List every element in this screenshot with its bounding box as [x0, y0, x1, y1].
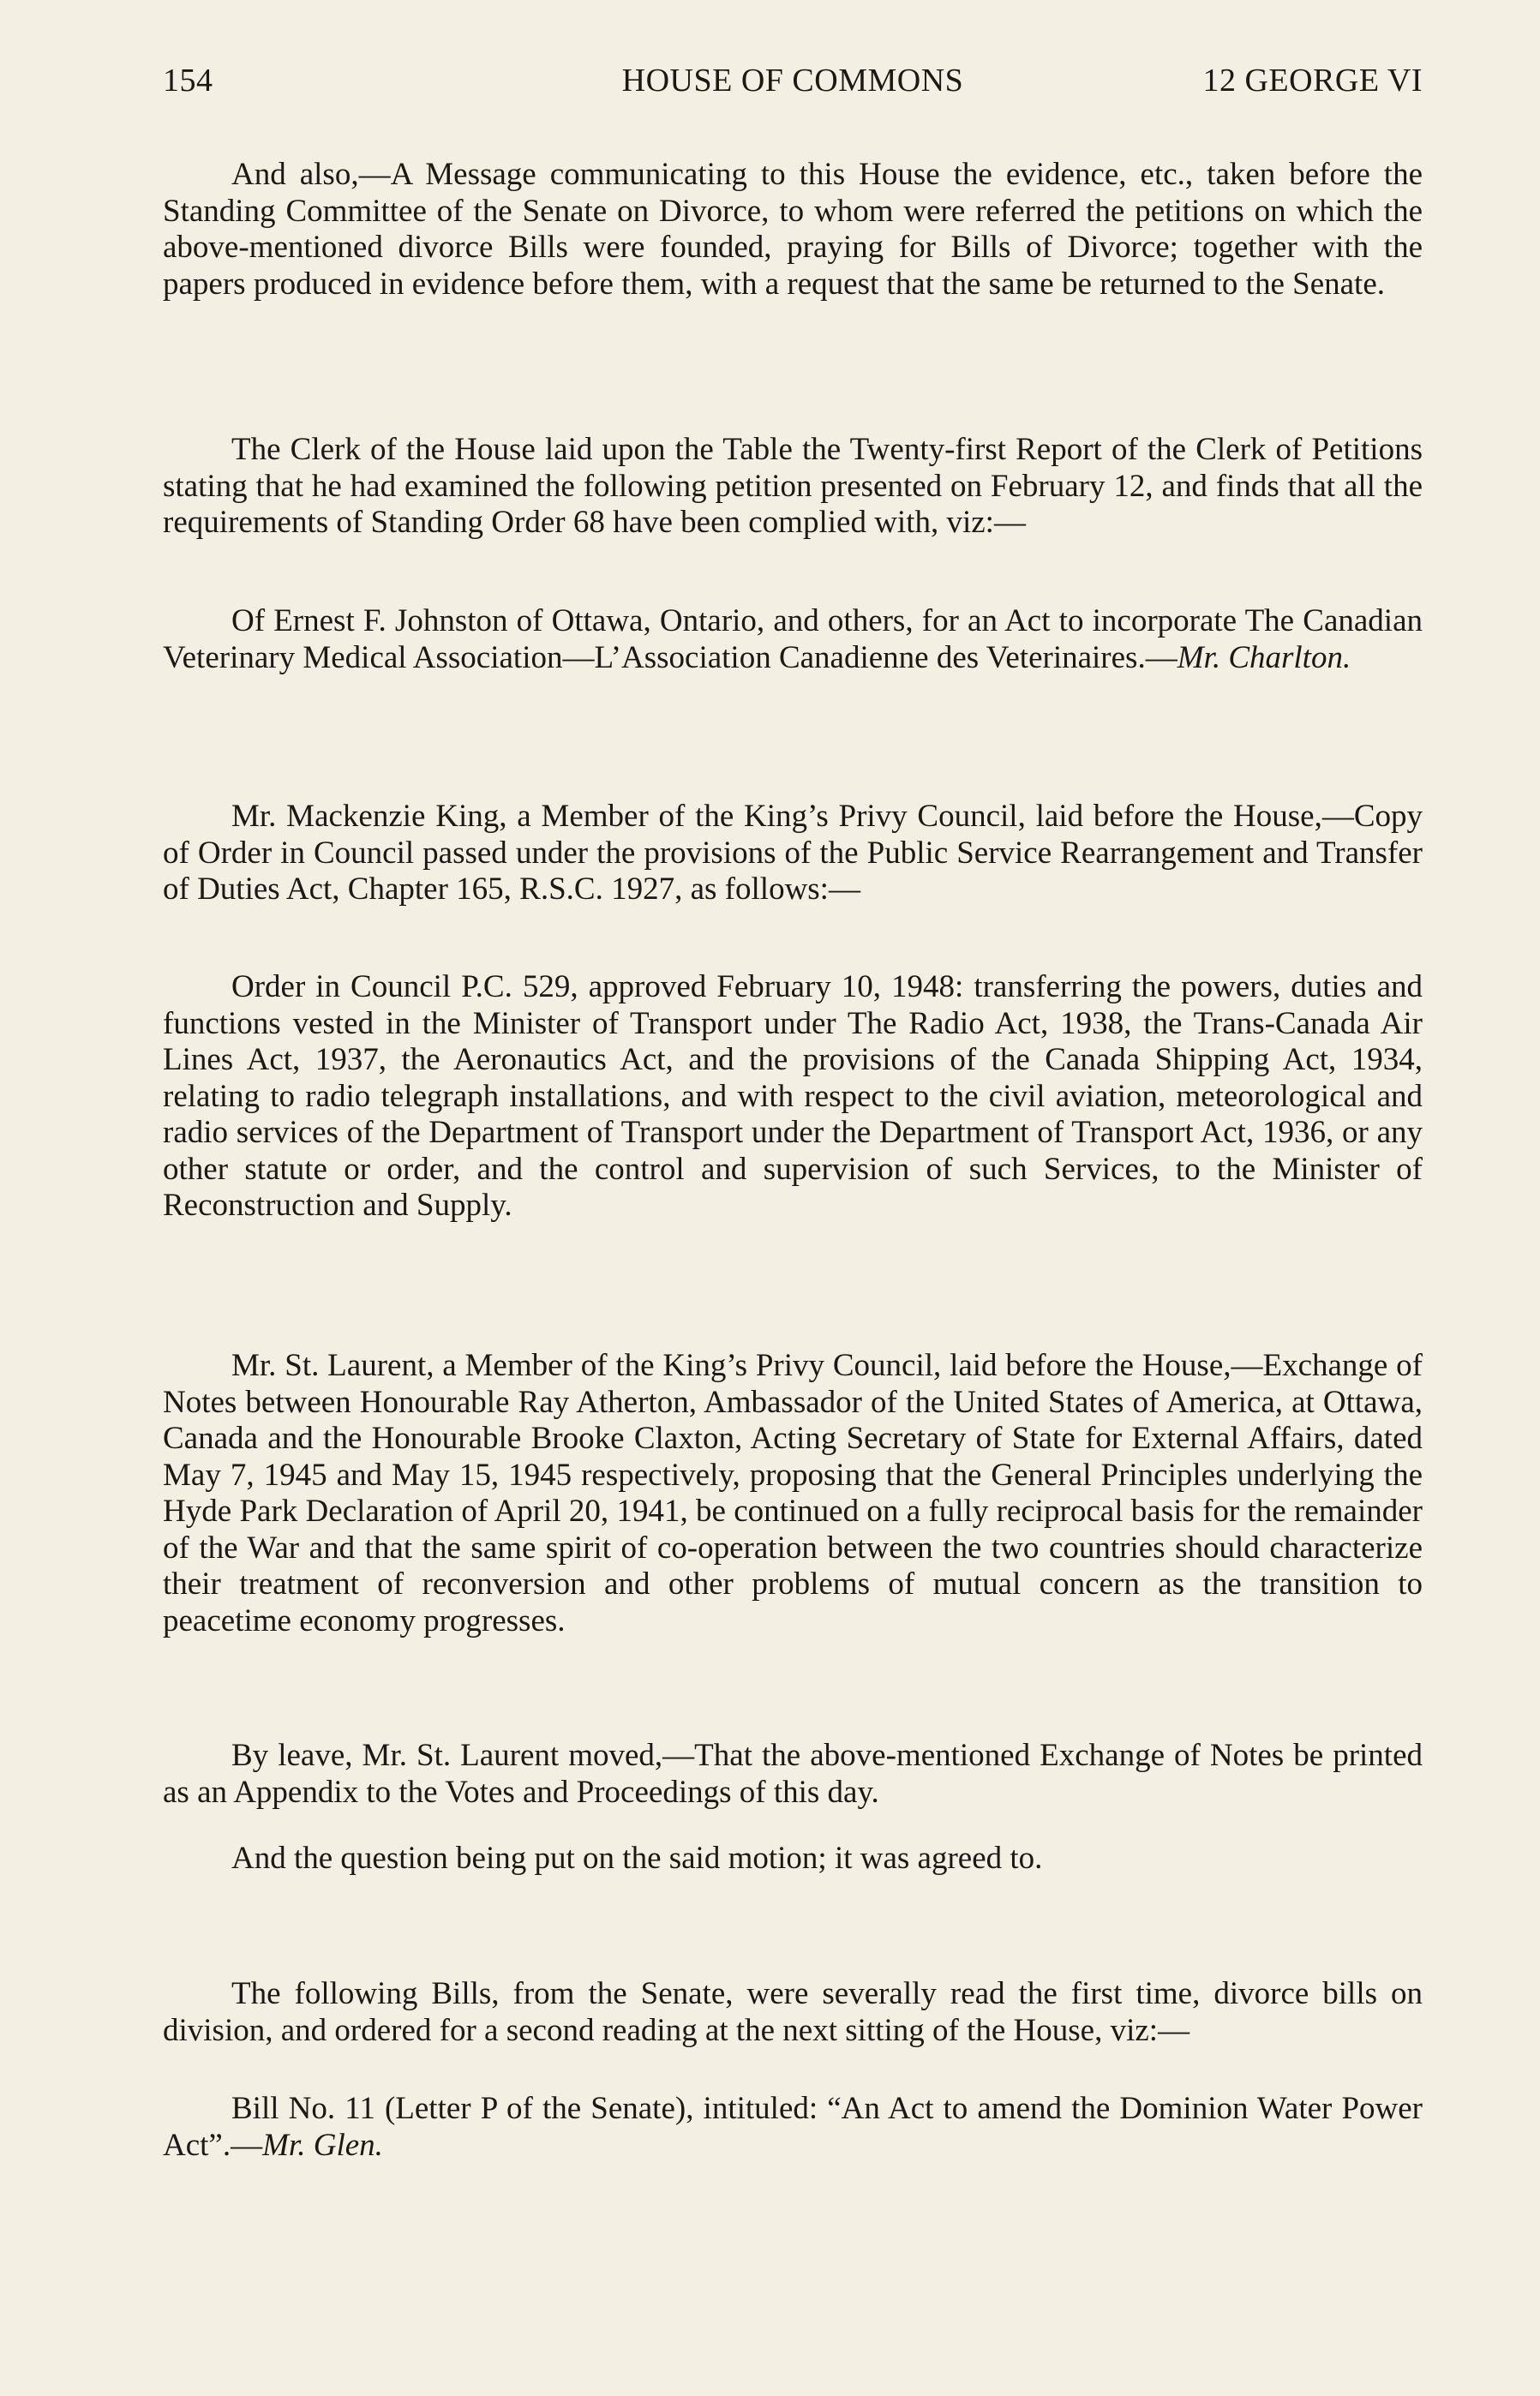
session-label: 12 GEORGE VI [1202, 63, 1423, 99]
member-name: Mr. Charlton. [1177, 639, 1351, 675]
paragraph-text: And also,—A Message communicating to this House the evidence, etc., taken before the Standing Committee of the Senate on Divorce, to whom were referred the petitions on which the above-mentioned divorce Bills were founded, praying for Bills of Divorce; together with the papers produced in evidence before them, with a request that the same be returned to the Senate. [163, 157, 1423, 302]
paragraph-question-agreed [163, 1841, 1423, 1878]
paragraph-text: Mr. Mackenzie King, a Member of the King’s Privy Council, laid before the House,—Copy of Order in Council passed under the provisions of the Public Service Rearrangement and Transfer of Duties Act, Chapter 165, R.S.C. 1927, as follows:— [163, 799, 1423, 907]
paragraph-text: Mr. St. Laurent, a Member of the King’s Privy Council, laid before the House,—Exchange of Notes between Honourable Ray Atherton, Ambassador of the United States of America, at Ottawa, Canada and the Honourable Brooke Claxton, Acting Secretary of State for External Affairs, dated May 7, 1945 and May 15, 1945 respectively, proposing that the General Principles underlying the Hyde Park Declaration of April 20, 1941, be continued on a fully reciprocal basis for the remainder of the War and that the same spirit of co-operation between the two countries should characterize their treatment of reconversion and other problems of mutual concern as the transition to peacetime economy progresses. [163, 1348, 1423, 1638]
paragraph-order-in-council-text [163, 969, 1423, 1225]
paragraph-clerk-report [163, 432, 1423, 542]
paragraph-motion [163, 1738, 1423, 1811]
paragraph-bill-11 [163, 2091, 1423, 2164]
page-number: 154 [163, 63, 213, 99]
paragraph-bills-first-reading [163, 1976, 1423, 2049]
journal-title: HOUSE OF COMMONS [621, 63, 964, 99]
paragraph-text: And the question being put on the said motion; it was agreed to. [231, 1841, 1043, 1876]
running-header [163, 62, 1423, 105]
paragraph-text: Bill No. 11 (Letter P of the Senate), intituled: “An Act to amend the Dominion Water Power Act”.— [163, 2091, 1423, 2163]
paragraph-senate-message-evidence [163, 157, 1423, 302]
paragraph-petition [163, 603, 1423, 676]
paragraph-exchange-of-notes [163, 1348, 1423, 1639]
member-name: Mr. Glen. [262, 2127, 383, 2163]
paragraph-text: By leave, Mr. St. Laurent moved,—That the above-mentioned Exchange of Notes be printed as an Appendix to the Votes and Proceedings of this day. [163, 1738, 1423, 1810]
paragraph-order-in-council-tabled [163, 799, 1423, 908]
paragraph-text: The Clerk of the House laid upon the Table the Twenty-first Report of the Clerk of Petitions stating that he had examined the following petition presented on February 12, and finds that all the requirements of Standing Order 68 have been complied with, viz:— [163, 432, 1423, 540]
paragraph-text: Order in Council P.C. 529, approved February 10, 1948: transferring the powers, duties and functions vested in the Minister of Transport under The Radio Act, 1938, the Trans-Canada Air Lines Act, 1937, the Aeronautics Act, and the provisions of the Canada Shipping Act, 1934, relating to radio telegraph installations, and with respect to the civil aviation, meteorological and radio services of the Department of Transport under the Department of Transport Act, 1936, or any other statute or order, and the control and supervision of such Services, to the Minister of Reconstruction and Supply. [163, 969, 1423, 1223]
paragraph-text: Of Ernest F. Johnston of Ottawa, Ontario, and others, for an Act to incorporate The Canadian Veterinary Medical Association—L’Association Canadienne des Veterinaires.— [163, 603, 1423, 675]
paragraph-text: The following Bills, from the Senate, were severally read the first time, divorce bills on division, and ordered for a second reading at the next sitting of the House, viz:— [163, 1976, 1423, 2048]
